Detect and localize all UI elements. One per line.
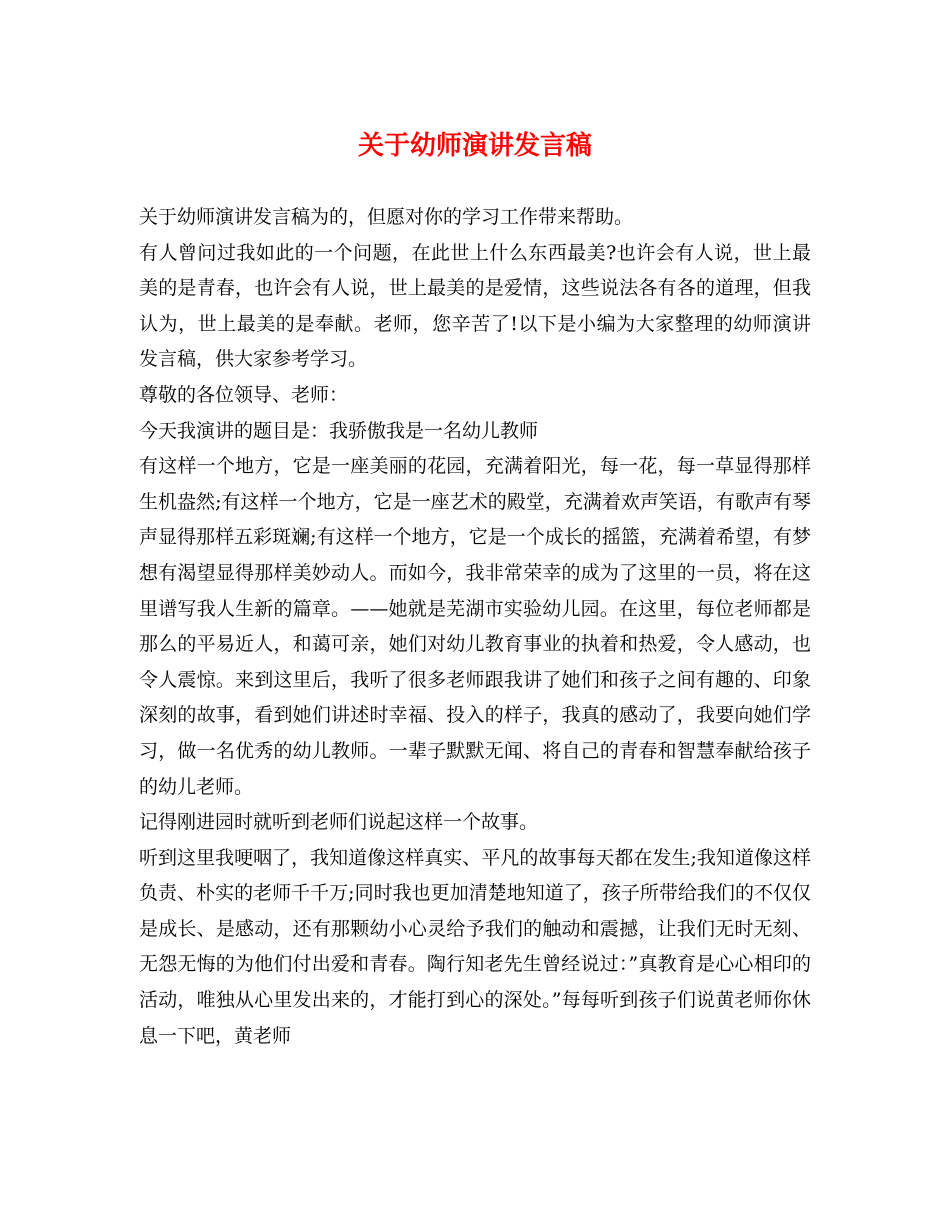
paragraph-reflection: 听到这里我哽咽了，我知道像这样真实、平凡的故事每天都在发生;我知道像这样负责、朴实的老师千千万;同时我也更加清楚地知道了，孩子所带给我们的不仅仅是成长、是感动，还有那颗幼小心灵给予我们的触动和震撼，让我们无时无刻、无怨无悔的为他们付出爱和青春。陶行知老先生曾经说过：”真教育是心心相印的活动，唯独从心里发出来的，才能打到心的深处。”每每听到孩子们说黄老师你休息一下吧，黄老师 <box>139 846 811 1047</box>
paragraph-greeting: 尊敬的各位领导、老师： <box>139 383 349 406</box>
paragraph-intro: 关于幼师演讲发言稿为的，但愿对你的学习工作带来帮助。 <box>139 206 634 228</box>
document-body <box>139 200 811 1054</box>
paragraph-question: 有人曾问过我如此的一个问题，在此世上什么东西最美?也许会有人说，世上最美的是青春，也许会有人说，世上最美的是爱情，这些说法各有各的道理，但我认为，世上最美的是奉献。老师，您辛苦了!以下是小编为大家整理的幼师演讲发言稿，供大家参考学习。 <box>139 241 811 371</box>
document-title: 关于幼师演讲发言稿 <box>357 131 592 161</box>
paragraph-story-intro: 记得刚进园时就听到老师们说起这样一个故事。 <box>139 811 539 834</box>
paragraph-kindergarten: 有这样一个地方，它是一座美丽的花园，充满着阳光，每一花，每一草显得那样生机盎然;有这样一个地方，它是一座艺术的殿堂，充满着欢声笑语，有歌声有琴声显得那样五彩斑斓;有这样一个地方，它是一个成长的摇篮，充满着希望，有梦想有渴望显得那样美妙动人。而如今，我非常荣幸的成为了这里的一员，将在这里谱写我人生新的篇章。——她就是芜湖市实验幼儿园。在这里，每位老师都是那么的平易近人，和蔼可亲，她们对幼儿教育事业的执着和热爱，令人感动，也令人震惊。来到这里后，我听了很多老师跟我讲了她们和孩子之间有趣的、印象深刻的故事，看到她们讲述时幸福、投入的样子，我真的感动了，我要向她们学习，做一名优秀的幼儿教师。一辈子默默无闻、将自己的青春和智慧奉献给孩子的幼儿老师。 <box>139 455 811 798</box>
paragraph-topic: 今天我演讲的题目是：我骄傲我是一名幼儿教师 <box>139 419 539 442</box>
